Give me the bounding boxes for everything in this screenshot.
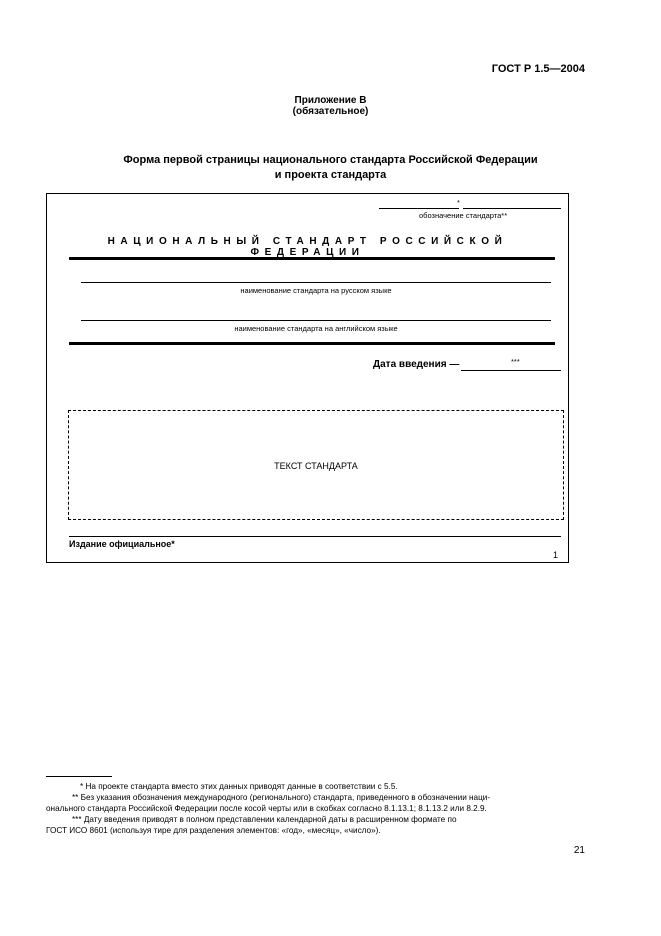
designation-mark: * — [457, 198, 460, 207]
form-title-line2: и проекта стандарта — [274, 169, 387, 181]
intro-date-mark: *** — [511, 357, 520, 366]
appendix-type: (обязательное) — [292, 106, 369, 117]
name-en-line — [81, 320, 551, 321]
document-code-header: ГОСТ Р 1.5—2004 — [491, 63, 585, 75]
footnote-1: * На проекте стандарта вместо этих данных приводят данные в соответствии с 5.5. — [80, 782, 398, 791]
footnote-separator — [46, 776, 112, 777]
name-ru-caption: наименование стандарта на русском языке — [240, 286, 392, 295]
appendix-title: Приложение В — [294, 95, 367, 106]
name-ru-line — [81, 282, 551, 283]
designation-line-right — [463, 208, 561, 209]
footnote-2-line1: ** Без указания обозначения международного (регионального) стандарта, приведенного в обозначении наци- — [72, 793, 491, 802]
intro-date-line — [461, 370, 561, 371]
page-number: 21 — [573, 845, 585, 856]
official-edition-rule — [69, 536, 561, 537]
name-en-caption: наименование стандарта на английском языке — [234, 324, 398, 333]
footnote-2-line2: онального стандарта Российской Федерации после косой черты или в скобках согласно 8.1.13.1; 8.1.13.2 или 8.2.9. — [46, 804, 487, 813]
footnote-3-line1: *** Дату введения приводят в полном представлении календарной даты в расширенном формате по — [72, 815, 457, 824]
official-edition-label: Издание официальное* — [69, 539, 175, 549]
national-standard-title: НАЦИОНАЛЬНЫЙ СТАНДАРТ РОССИЙСКОЙ ФЕДЕРАЦИИ — [107, 236, 508, 258]
form-title-line1: Форма первой страницы национального стандарта Российской Федерации — [123, 154, 538, 166]
standard-text-box — [68, 410, 564, 520]
title-thick-rule-top — [69, 257, 555, 260]
title-thick-rule-bottom — [69, 342, 555, 345]
intro-date-label: Дата введения — — [373, 359, 460, 370]
footnote-3-line2: ГОСТ ИСО 8601 (используя тире для разделения элементов: «год», «месяц», «число»). — [46, 826, 381, 835]
footnotes-block — [46, 781, 587, 836]
designation-caption: обозначение стандарта** — [419, 211, 508, 220]
designation-line-left — [379, 208, 459, 209]
first-page-form-frame — [46, 193, 569, 563]
inner-page-number: 1 — [552, 550, 558, 560]
standard-text-placeholder: ТЕКСТ СТАНДАРТА — [274, 461, 358, 471]
